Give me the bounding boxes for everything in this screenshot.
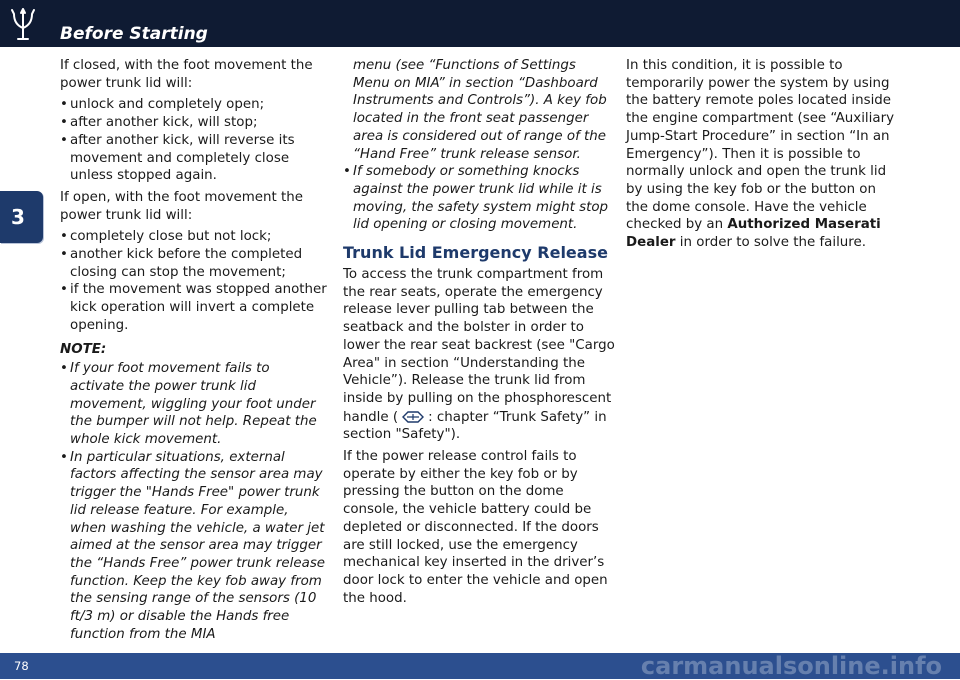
closed-list: [60, 96, 328, 185]
watermark: carmanualsonline.info: [640, 652, 942, 680]
paragraph-jump-start: [626, 57, 896, 252]
page-footer: [0, 653, 960, 679]
column-1: [60, 57, 328, 648]
paragraph-part: : chapter “Trunk Safety” in section "Safety").: [343, 409, 607, 443]
chapter-number: 3: [11, 205, 25, 229]
list-item: • if the movement was stopped another kick operation will invert a complete opening.: [60, 281, 328, 334]
chapter-tab: [0, 191, 43, 243]
page-number: 78: [14, 659, 29, 673]
note-label: NOTE:: [60, 341, 107, 357]
paragraph-part: In this condition, it is possible to temporarily power the system by using the battery remote poles located inside the engine compartment (see “Auxiliary Jump-Start Procedure” in section “In an Emergency”). Then it is possible to normally unlock and open the trunk lid by using the key fob or the button on the dome console. Have the vehicle checked by an: [626, 58, 895, 233]
dealer-name: Authorized Maserati Dealer: [626, 217, 881, 251]
column-3: [626, 57, 896, 256]
trunk-release-handle-icon: [398, 408, 428, 425]
list-item: • unlock and completely open;: [60, 96, 328, 114]
list-item: • after another kick, will reverse its movement and completely close unless stopped again.: [60, 132, 328, 185]
intro-closed: If closed, with the foot movement the power trunk lid will:: [60, 58, 313, 91]
intro-open: If open, with the foot movement the power trunk lid will:: [60, 189, 304, 223]
section-heading: Trunk Lid Emergency Release: [343, 243, 608, 263]
paragraph-part: To access the trunk compartment from the rear seats, operate the emergency release lever pulling tab between the seatback and the bolster in order to lower the rear seat backrest (see "Cargo Area" in section “Understanding the Vehicle”). Release the trunk lid from inside by pulling on the phosphorescent handle (: [343, 267, 615, 425]
note-item: • If your foot movement fails to activate the power trunk lid movement, wiggling your foot under the bumper will not help. Repeat the whole kick movement.: [60, 360, 328, 449]
page-header: [0, 0, 960, 47]
section-title: Before Starting: [60, 24, 208, 44]
note-list: [60, 360, 328, 643]
note-item: • In particular situations, external factors affecting the sensor area may trigger the "Hands Free" power trunk lid release feature. For example, when washing the vehicle, a water jet aimed at the sensor area may trigger the “Hands Free” power trunk release function. Keep the key fob away from the sensing range of the sensors (10 ft/3 m) or disable the Hands free function from the MIA: [60, 449, 328, 644]
note-continuation: menu (see “Functions of Settings Menu on MIA” in section “Dashboard Instruments and Controls”). A key fob located in the front seat passenger area is considered out of range of the “Hand Free” trunk release sensor.: [353, 58, 607, 162]
column-2: [343, 57, 615, 611]
paragraph-part: in order to solve the failure.: [679, 235, 867, 251]
note-list-continued: [343, 163, 615, 234]
note-item: • If somebody or something knocks against the power trunk lid while it is moving, the safety system might stop lid opening or closing movement.: [343, 163, 615, 234]
list-item: • completely close but not lock;: [60, 228, 328, 246]
paragraph-emergency-release: [343, 266, 615, 444]
paragraph-power-release: If the power release control fails to operate by either the key fob or by pressing the button on the dome console, the vehicle battery could be depleted or disconnected. If the doors are still locked, use the emergency mechanical key inserted in the driver’s door lock to enter the vehicle and open the hood.: [343, 449, 608, 606]
list-item: • another kick before the completed closing can stop the movement;: [60, 246, 328, 281]
trident-logo-icon: [8, 6, 38, 42]
list-item: • after another kick, will stop;: [60, 114, 328, 132]
open-list: [60, 228, 328, 334]
